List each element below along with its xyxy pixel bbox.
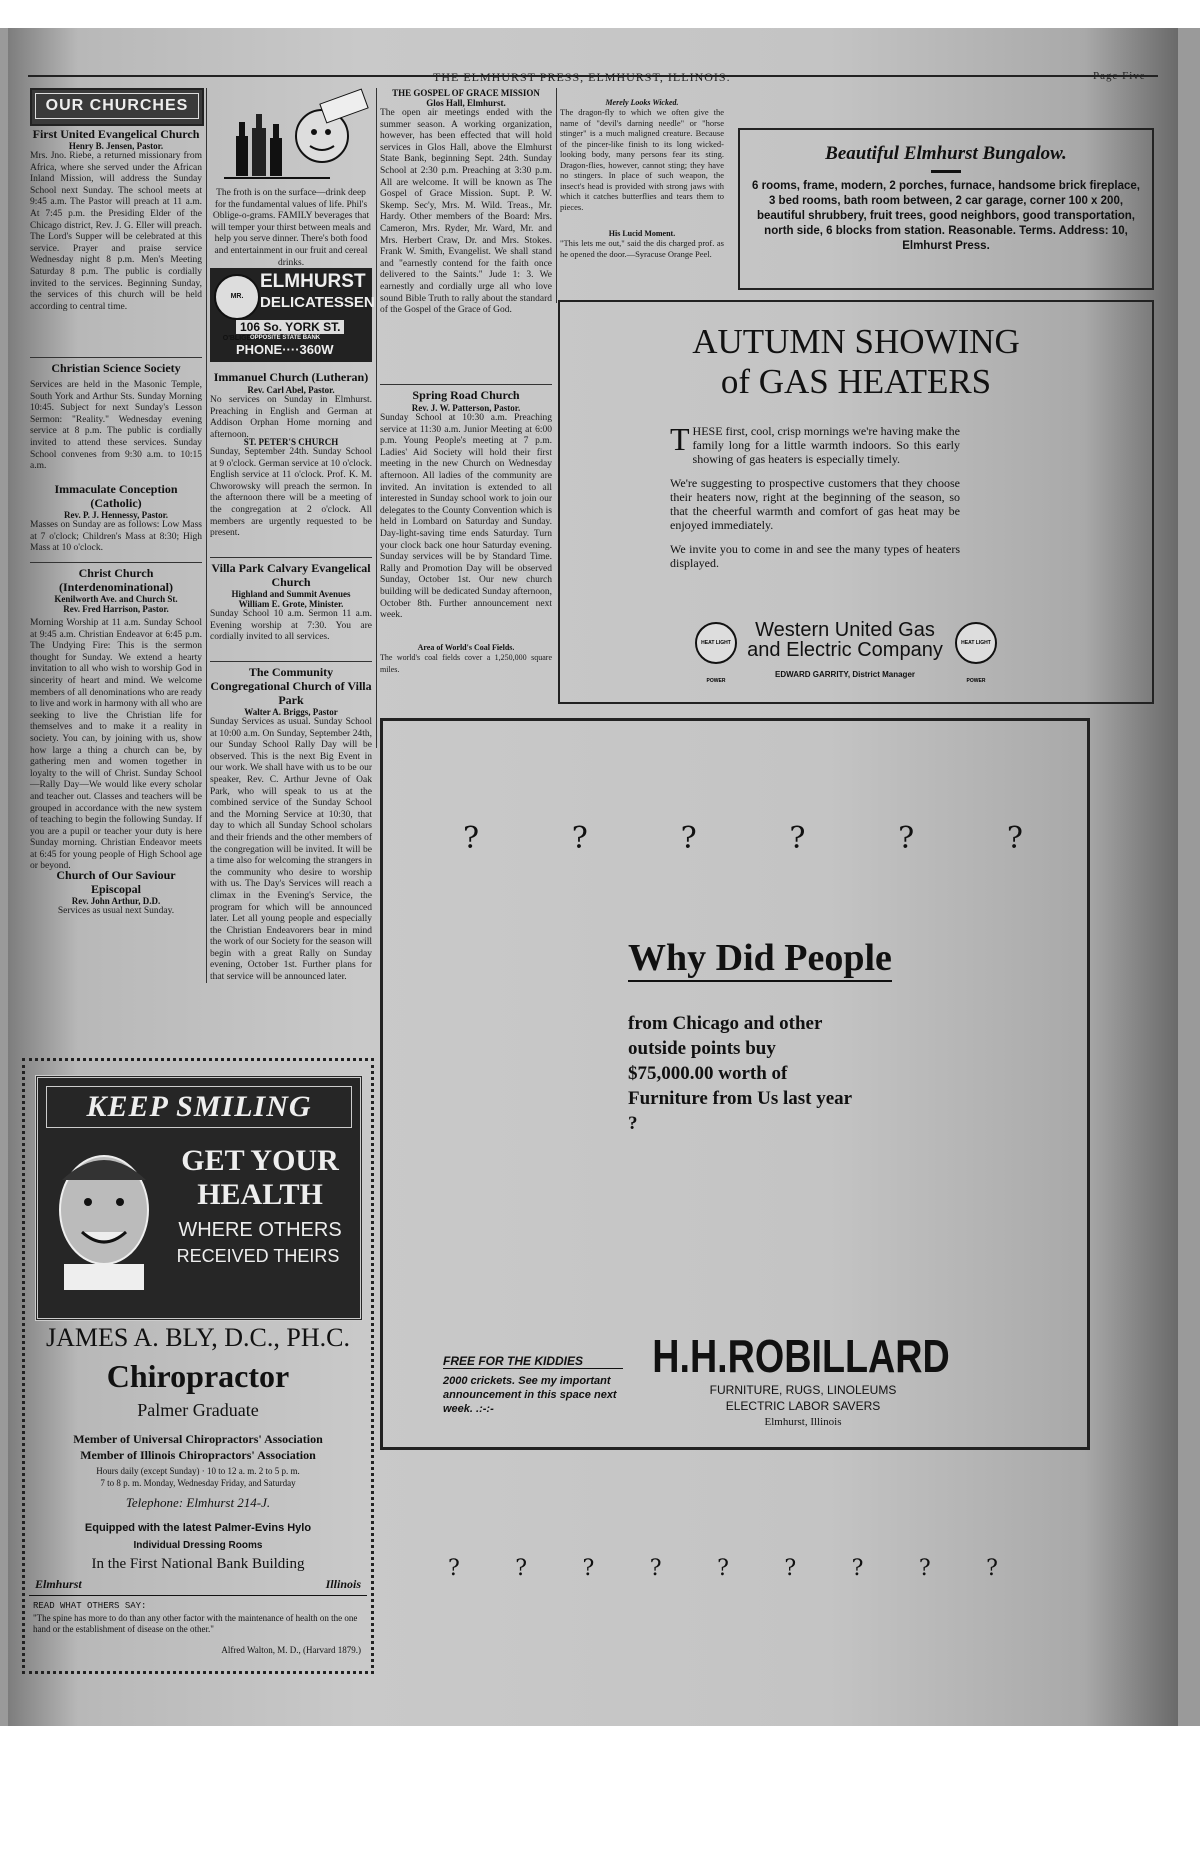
column-rule bbox=[206, 88, 207, 983]
deli-badge: MR. O'BLIGE bbox=[214, 274, 260, 320]
immanuel-title: Immanuel Church (Lutheran) bbox=[213, 370, 369, 384]
evangelical-body: Mrs. Jno. Riebe, a returned missionary from Africa, where she served under the African Inland Mission, will address the Sunday School next Sunday. The school meets at 9:45 a.m. The Pastor will preach at 11 a.m. At 7:45 p.m. the Presiding Elder of the Chicago district, Rev. J. G. Eller will preach. The Lord's Supper will be celebrated at this service. Prayer and praise service Wednesday night 8 p.m. Men's Meeting Saturday 8 p.m. The public is cordially invited to the services. Beginning Sunday, the services of this church will be held according to central time. bbox=[30, 151, 202, 312]
column-2 bbox=[210, 88, 375, 999]
saviour-title: Church of Our Saviour Episcopal bbox=[56, 868, 176, 896]
villa-body: Sunday School 10 a.m. Sermon 11 a.m. Evening worship at 7:30. You are cordially invited to all services. bbox=[210, 609, 372, 643]
chiro-phone: Telephone: Elmhurst 214-J. bbox=[125, 1495, 271, 1510]
chiro-author: Alfred Walton, M. D., (Harvard 1879.) bbox=[221, 1645, 361, 1655]
wicked-body: The dragon-fly to which we often give the name of "devil's darning needle" or "horse stinger" is a much maligned creature. Because of the pincer-like finish to its long wicked-looking body, many persons fear its sting. Dragon-flies, however, cannot sting; they have no stingers. In place of such weapon, the insect's head is provided with strong jaws with which it catches butterflies and tears them to pieces. bbox=[560, 107, 724, 212]
column-rule bbox=[376, 88, 377, 748]
chiro-bank: In the First National Bank Building bbox=[91, 1556, 305, 1572]
keep-smiling-panel bbox=[35, 1075, 363, 1321]
deli-name-1: ELMHURST bbox=[260, 271, 366, 292]
immaculate-title: Immaculate Conception (Catholic) bbox=[54, 482, 178, 510]
stpeter-title: ST. PETER'S CHURCH bbox=[243, 437, 339, 447]
deli-name-2: DELICATESSEN bbox=[260, 294, 375, 311]
chiro-equip: Equipped with the latest Palmer-Evins Hylo bbox=[84, 1522, 312, 1534]
our-churches-banner bbox=[30, 88, 204, 126]
question-mark: ? bbox=[851, 1556, 864, 1581]
spring-body: Sunday School at 10:30 a.m. Preaching service at 11:30 a.m. Junior Meeting at 6:00 p.m. Young People's meeting at 7 p.m. Ladies' Aid Society will hold their first meeting in the new Church on Wednesday afternoon. All ladies of the community are invited. An invitation is extended to all interested in Sunday school work to join our delegates to the County Convention which is held in Lombard on Saturday and Sunday. Day-light-saving time ends Saturday. Turn your clock back one hour Saturday evening. Sunday services will be by Standard Time. Rally and Promotion Day will be observed Sunday, October 1st. Our new church building will be dedicated Sunday afternoon, October 8th. Further announcement next week. bbox=[380, 413, 552, 621]
question-mark: ? bbox=[717, 1556, 729, 1581]
immaculate-body: Masses on Sunday are as follows: Low Mass at 7 o'clock; Children's Mass at 8:30; High Mass at 10 o'clock. bbox=[30, 520, 202, 554]
chiro-grad: Palmer Graduate bbox=[137, 1400, 259, 1420]
bungalow-dash bbox=[931, 170, 961, 173]
immanuel-body: No services on Sunday in Elmhurst. Preaching in English and German at Addison Orphan Home morning and afternoon. bbox=[210, 395, 372, 440]
bottles-icon bbox=[210, 88, 372, 188]
question-mark: ? bbox=[1006, 821, 1023, 856]
gas-body bbox=[670, 421, 960, 570]
lucid-body: "This lets me out," said the dis charged prof. as he opened the door.—Syracuse Orange Peel. bbox=[560, 238, 724, 259]
chiro-hours-2: 7 to 8 p. m. Monday, Wednesday Friday, and Saturday bbox=[100, 1478, 296, 1488]
question-mark: ? bbox=[898, 821, 915, 856]
question-mark: ? bbox=[680, 821, 697, 856]
spring-pastor: Rev. J. W. Patterson, Pastor. bbox=[411, 403, 521, 413]
christ-pastor: Rev. Fred Harrison, Pastor. bbox=[63, 604, 169, 614]
keep-smiling: KEEP SMILING bbox=[46, 1086, 352, 1128]
newspaper-page bbox=[8, 28, 1178, 1726]
received-theirs: RECEIVED THEIRS bbox=[176, 1246, 340, 1266]
robillard-line-3: Elmhurst, Illinois bbox=[764, 1416, 842, 1428]
delicatessen-ad bbox=[210, 268, 375, 362]
chiro-member-1: Member of Universal Chiropractors' Association bbox=[73, 1432, 323, 1446]
grace-title: THE GOSPEL OF GRACE MISSION bbox=[392, 88, 540, 98]
bungalow-body: 6 rooms, frame, modern, 2 porches, furnace, handsome brick fireplace, 3 bed rooms, bath room between, 2 car garage, corner 100 x 200, beautiful shrubbery, fruit trees, good neighbors, good transportation, north side, 6 blocks from station. Reasonable. Terms. Address: 10, Elmhurst Press. bbox=[752, 180, 1140, 252]
chiro-rooms: Individual Dressing Rooms bbox=[133, 1540, 263, 1551]
question-mark: ? bbox=[571, 821, 588, 856]
question-mark: ? bbox=[649, 1556, 662, 1581]
column-1 bbox=[30, 128, 202, 918]
gas-p2: We're suggesting to prospective customers that they choose their heaters now, right at the beginning of the season, so that the cheerful warmth and comfort of gas heat may be enjoyed immediately. bbox=[670, 476, 960, 532]
page-number: Page Five bbox=[1093, 70, 1146, 82]
grace-sub: Glos Hall, Elmhurst. bbox=[426, 98, 506, 108]
question-mark: ? bbox=[784, 1556, 797, 1581]
stpeter-body: Sunday, September 24th. Sunday School at 9 o'clock. German service at 10 o'clock. English service at 11 o'clock. Prof. K. M. Chworowsky will preach the sermon. In the afternoon there will be a meeting of the congregation at 2 o'clock. All members are urgently requested to be present. bbox=[210, 447, 372, 539]
column-3 bbox=[380, 88, 552, 675]
chiro-quote: "The spine has more to do than any other factor with the maintenance of health on the one hand or the establishment of disease on the other." bbox=[33, 1613, 358, 1634]
chiro-member-2: Member of Illinois Chiropractors' Association bbox=[80, 1448, 316, 1462]
get-your: GET YOUR bbox=[181, 1144, 339, 1177]
villa-address: Highland and Summit Avenues bbox=[231, 589, 351, 599]
chiropractor-ad bbox=[22, 1058, 374, 1674]
coal-title: Area of World's Coal Fields. bbox=[417, 643, 515, 652]
gas-title-1: AUTUMN SHOWING bbox=[692, 322, 1020, 361]
science-body: Services are held in the Masonic Temple, South York and Arthur Sts. Sunday Morning 10:45. Subject for next Sunday's Lesson Sermon: "Reality." Wednesday evening service at 8 p.m. The public is cordially invited to attend these services. Sunday School convenes from 9:30 a.m. to 10:15 a.m. bbox=[30, 380, 202, 472]
robillard-ad bbox=[380, 718, 1090, 1450]
deli-opposite: OPPOSITE STATE BANK bbox=[250, 335, 321, 341]
gas-heater-ad bbox=[558, 300, 1154, 704]
community-pastor: Walter A. Briggs, Pastor bbox=[244, 707, 338, 717]
question-mark: ? bbox=[789, 821, 806, 856]
deli-address: 106 So. YORK ST. bbox=[236, 320, 344, 334]
robillard-line-2: ELECTRIC LABOR SAVERS bbox=[725, 1399, 881, 1413]
lucid-title: His Lucid Moment. bbox=[608, 229, 676, 238]
deli-phone: PHONE····360W bbox=[236, 342, 334, 357]
health: HEALTH bbox=[197, 1178, 323, 1211]
question-mark: ? bbox=[448, 1556, 460, 1581]
immanuel-pastor: Rev. Carl Abel, Pastor. bbox=[247, 385, 335, 395]
christ-address: Kenilworth Ave. and Church St. bbox=[54, 594, 178, 604]
gas-title-2: of GAS HEATERS bbox=[720, 362, 992, 401]
villa-title: Villa Park Calvary Evangelical Church bbox=[210, 557, 372, 589]
grace-body: The open air meetings ended with the summer season. A working organization, however, has been effected that will hold services in Glos Hall, above the Elmhurst State Bank, beginning Sept. 24th. Sunday School at 2:30 p.m. Preaching at 3:30 p.m. All are welcome. It will be known as The Gospel of Grace Mission. Supt. P. W. Skemp. Sec'y, Mrs. M. Wild. Treas., Mr. Hardy. Other members of the Board: Mrs. Cameron, Mrs. Ryder, Mr. Ward, Mr. and Mrs. Herbert Craw, Dr. and Mrs. Stokes. Frank W. Smith, Evangelist. We shall stand and "earnestly contend for the faith once delivered to the Saints." Jude 1: 3. We earnestly and cordially urge all who love sound Bible Truth to rally about the standard of the Gospel of the Grace of God. bbox=[380, 108, 552, 316]
wicked-title: Merely Looks Wicked. bbox=[605, 98, 679, 107]
gas-manager: EDWARD GARRITY, District Manager bbox=[774, 670, 916, 679]
robillard-question: from Chicago and other outside points buy $75,000.00 worth of Furniture from Us last year ? bbox=[628, 1013, 852, 1134]
scan-background bbox=[0, 28, 1200, 1726]
gas-company-1: Western United Gas bbox=[755, 619, 935, 641]
bottles-illustration bbox=[210, 88, 372, 188]
bungalow-title: Beautiful Elmhurst Bungalow. bbox=[825, 143, 1067, 164]
our-churches-heading: OUR CHURCHES bbox=[35, 93, 199, 119]
seal-left-icon: HEAT LIGHT POWER bbox=[695, 622, 737, 664]
saviour-body: Services as usual next Sunday. bbox=[57, 906, 175, 916]
chiro-title: Chiropractor bbox=[106, 1358, 290, 1394]
free-title: FREE FOR THE KIDDIES bbox=[443, 1354, 623, 1369]
chiro-hours-1: Hours daily (except Sunday) · 10 to 12 a. m. 2 to 5 p. m. bbox=[96, 1466, 300, 1476]
question-row-top bbox=[463, 821, 1023, 856]
smiling-man-icon bbox=[44, 1140, 164, 1290]
masthead-title: THE ELMHURST PRESS, ELMHURST, ILLINOIS. bbox=[433, 70, 731, 84]
evangelical-title: First United Evangelical Church bbox=[32, 127, 200, 141]
question-mark: ? bbox=[582, 1556, 595, 1581]
question-mark: ? bbox=[986, 1556, 998, 1581]
seal-right-icon: HEAT LIGHT POWER bbox=[955, 622, 997, 664]
column-4 bbox=[560, 98, 724, 259]
spring-title: Spring Road Church bbox=[380, 384, 552, 403]
question-mark: ? bbox=[918, 1556, 931, 1581]
gas-p3: We invite you to come in and see the many types of heaters displayed. bbox=[670, 542, 960, 570]
christ-title: Christ Church (Interdenominational) bbox=[30, 562, 202, 594]
question-mark: ? bbox=[463, 821, 480, 856]
coal-body: The world's coal fields cover a 1,250,000 square miles. bbox=[380, 653, 552, 674]
saviour-pastor: Rev. John Arthur, D.D. bbox=[71, 896, 161, 906]
column-rule bbox=[556, 88, 557, 303]
gas-company-2: and Electric Company bbox=[747, 639, 943, 661]
chiro-city-1: Elmhurst bbox=[35, 1577, 82, 1591]
evangelical-pastor: Henry B. Jensen, Pastor. bbox=[68, 141, 164, 151]
beverage-ad-text: The froth is on the surface—drink deep for the fundamental values of life. Phil's Oblige-o-grams. FAMILY beverages that will temper your thirst between meals and help you serve dinner. There's both food and entertainment in our fruit and cereal drinks. bbox=[211, 188, 371, 268]
chiro-divider bbox=[29, 1595, 367, 1596]
where-others: WHERE OTHERS bbox=[178, 1219, 342, 1241]
question-mark: ? bbox=[515, 1556, 528, 1581]
community-title: The Community Congregational Church of Villa Park bbox=[210, 661, 372, 707]
free-body: 2000 crickets. See my important announcement in this space next week. .:-:- bbox=[443, 1375, 617, 1415]
community-body: Sunday Services as usual. Sunday School at 10:00 a.m. On Sunday, September 24th, our Sunday School Rally Day will be observed. This is the next Big Event in our work. We shall have with us to be our speaker, Rev. C. Arthur Jevne of Oak Park, who will speak to us at the combined service of the Sunday School and the Morning Service at 10:30, that day to which all Sunday School scholars and their friends and the other members of the congregation will be invited. It will be a time also for welcoming the strangers in the community who desire to worship with us. The Day's Services will reach a climax in the Evening's Service, the program for which will be announced later. Let all young people and especially the Christian Endeavorers bear in mind the work of our Society for the season will begin with a great Rally on Sunday evening, October 1st. Further plans for that service will be announced later. bbox=[210, 717, 372, 983]
chiro-name: JAMES A. BLY, D.C., PH.C. bbox=[46, 1323, 350, 1352]
chiro-city-2: Illinois bbox=[325, 1577, 361, 1591]
question-row-bottom bbox=[448, 1556, 998, 1581]
why-headline: Why Did People bbox=[628, 936, 892, 982]
villa-pastor: William E. Grote, Minister. bbox=[238, 599, 344, 609]
science-title: Christian Science Society bbox=[30, 357, 202, 376]
bungalow-ad bbox=[738, 128, 1154, 290]
robillard-name: H.H.ROBILLARD bbox=[652, 1330, 950, 1382]
immaculate-pastor: Rev. P. J. Hennessy, Pastor. bbox=[63, 510, 169, 520]
robillard-line-1: FURNITURE, RUGS, LINOLEUMS bbox=[709, 1383, 897, 1397]
gas-dropcap: T bbox=[670, 421, 690, 457]
chiro-read: READ WHAT OTHERS SAY: bbox=[33, 1601, 147, 1611]
gas-p1: HESE first, cool, crisp mornings we're having make the family long for a little warmth indoors. So this early showing of gas heaters is especially timely. bbox=[692, 424, 960, 466]
christ-body: Morning Worship at 11 a.m. Sunday School at 9:45 a.m. Christian Endeavor at 6:45 p.m. The Undying Fire: This is the sermon thought for Sunday. We extend a hearty invitation to all who wish to worship God in sincerity of heart and mind. We welcome members of all denominations who are ready to live and work in harmony with all who are seeking to live the Christian life for themselves and to make it a reality in society. You can, by joining with us, show how large a thing a church can be, by gathering men and women together in loyalty to the will of Christ. Sunday School—Rally Day—We would like every scholar and teacher out. Classes and teachers will be grouped in accordance with the new system of teaching to begin the following Sunday. If you are a pupil or teacher your duty is here Sunday morning. Christian Endeavor meets at 6:45 for young people of High School age or beyond. bbox=[30, 618, 202, 872]
